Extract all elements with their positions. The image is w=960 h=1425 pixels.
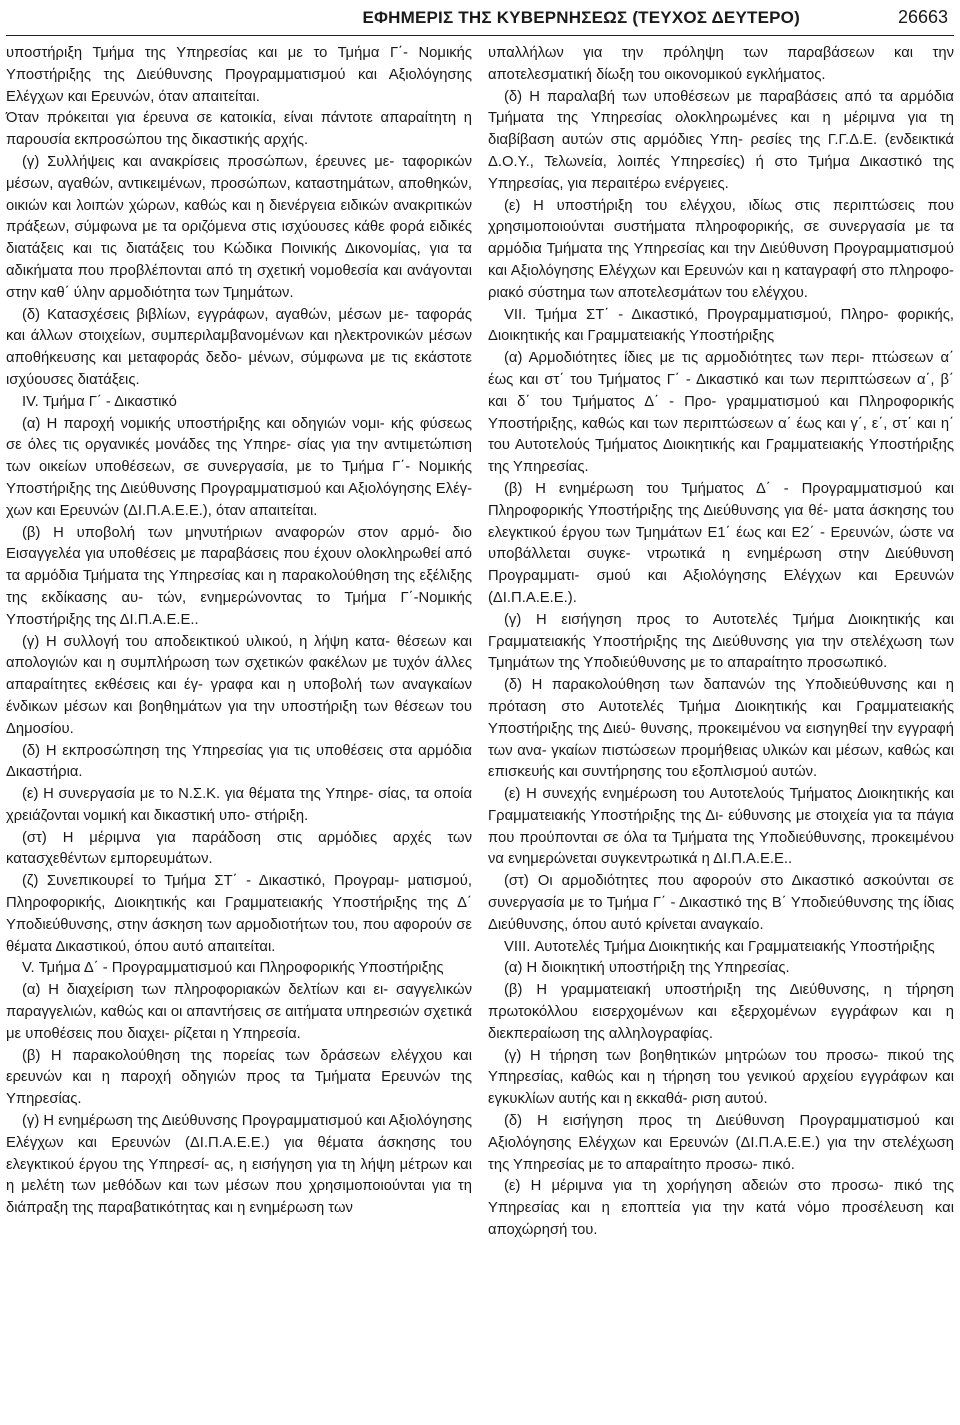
- right-column-paragraph: (ε) Η συνεχής ενημέρωση του Αυτοτελούς Τμήματος Διοικητικής και Γραμματειακής Υποστήριξης της Δι- εύθυνσης με στοιχεία για τα πάγια που προύπονται σε όλα τα Τμήματα της Υποδιεύθυνσης, προκειμένου να ενημερώνεται συγκεντρωτικά η ΔΙ.Π.Α.Ε.Ε..: [488, 786, 954, 868]
- left-column-paragraph: (α) Η παροχή νομικής υποστήριξης και οδηγιών νομι- κής φύσεως σε όλες τις οργανικές μονάδες της Υπηρε- σίας για την αντιμετώπιση των οικείων υποθέσεων, σε συνεργασία, με το Τμήμα Γ΄- Νομικής Υποστήριξης της Διεύθυνσης Προγραμματισμού και Αξιολόγησης Ελέγ- χων και Ερευνών (ΔΙ.Π.Α.Ε.Ε.), όταν απαιτείται.: [6, 415, 472, 519]
- right-column-paragraph: (στ) Οι αρμοδιότητες που αφορούν στο Δικαστικό ασκούνται σε συνεργασία με το Τμήμα Γ΄ - Δικαστικό της Β΄ Υποδιεύθυνσης της ίδιας Διεύθυνσης, όπου αυτό κρίνεται αναγκαίο.: [488, 873, 954, 933]
- text-columns: [6, 43, 954, 1242]
- left-column-paragraph: (στ) Η μέριμνα για παράδοση στις αρμόδιες αρχές των κατασχεθέντων εμπορευμάτων.: [6, 829, 472, 868]
- left-column-paragraph: (β) Η παρακολούθηση της πορείας των δράσεων ελέγχου και ερευνών και η παροχή οδηγιών προς τα Τμήματα Ερευνών της Υπηρεσίας.: [6, 1047, 472, 1108]
- page-number: 26663: [897, 7, 948, 27]
- left-column-paragraph: (ζ) Συνεπικουρεί το Τμήμα ΣΤ΄ - Δικαστικό, Προγραμ- ματισμού, Πληροφορικής, Διοικητικής και Γραμματειακής Υποστήριξης της Δ΄ Υποδιεύθυνσης, στην άσκηση των αρμοδιοτήτων του, που αφορούν σε θέματα Δικαστικού, όπου αυτό απαιτείται.: [6, 873, 472, 955]
- right-column-paragraph: (β) Η γραμματειακή υποστήριξη της Διεύθυνσης, η τήρηση πρωτοκόλλου εισερχομένων και εξερχομένων εγγράφων και η διεκπεραίωση της αλληλογραφίας.: [488, 982, 954, 1042]
- left-column-paragraph: (γ) Συλλήψεις και ανακρίσεις προσώπων, έρευνες με- ταφορικών μέσων, αγαθών, αντικειμένων, προσώπων, καταστημάτων, αποθηκών, οικιών και λοιπών χώρων, καθώς και η διενέργεια ειδικών ανακριτικών πράξεων, σύμφωνα με τα οριζόμενα στις ισχύουσες κάθε φορά ειδικές διατάξεις και τις διατάξεις του Κώδικα Ποινικής Δικονομίας, για τα αδικήματα που προβλέπονται από τη σχετική νομοθεσία και ανάγονται στην καθ΄ ύλην αρμοδιότητα των Τμημάτων.: [6, 153, 472, 301]
- page-header: [6, 0, 954, 36]
- left-column-paragraph: (ε) Η συνεργασία με το Ν.Σ.Κ. για θέματα της Υπηρε- σίας, τα οποία χρειάζονται νομική και δικαστική υπο- στήριξη.: [6, 786, 472, 824]
- right-column-paragraph: υπαλλήλων για την πρόληψη των παραβάσεων και την αποτελεσματική δίωξη του οικονομικού εγκλήματος.: [488, 45, 954, 83]
- right-column-paragraph: (α) Η διοικητική υποστήριξη της Υπηρεσίας.: [504, 960, 790, 977]
- right-column-paragraph: (β) Η ενημέρωση του Τμήματος Δ΄ - Προγραμματισμού και Πληροφορικής Υποστήριξης της Διεύθυνσης για θέ- ματα άσκησης του ελεγκτικού έργου των Τμημάτων Ε1΄ έως και Ε2΄ - Ερευνών, ώστε να υποβάλλεται συγκε- ντρωτικά η ενημέρωση στην Διεύθυνση Προγραμματι- σμού και Αξιολόγησης Ελέγχων και Ερευνών (ΔΙ.Π.Α.Ε.Ε.).: [488, 480, 954, 606]
- right-column-paragraph: VIII. Αυτοτελές Τμήμα Διοικητικής και Γραμματειακής Υποστήριξης: [504, 938, 935, 955]
- right-column-paragraph: (ε) Η μέριμνα για τη χορήγηση αδειών στο προσω- πικό της Υπηρεσίας και η εποπτεία για την κατά νόμο προσέλευση και αποχώρησή του.: [488, 1178, 954, 1239]
- left-column: [6, 43, 472, 1242]
- left-column-paragraph: (γ) Η ενημέρωση της Διεύθυνσης Προγραμματισμού και Αξιολόγησης Ελέγχων και Ερευνών (ΔΙ.Π.Α.Ε.Ε.) για θέματα άσκησης του ελεγκτικού έργου της Υπηρεσί- ας, η εισήγηση για τη λήψη μέτρων και η μελέτη των μεθόδων και των μέσων που χρησιμοποιούνται για τη διάπραξη της παραβατικότητας και η ενημέρωση των: [6, 1113, 472, 1217]
- left-column-paragraph: V. Τμήμα Δ΄ - Προγραμματισμού και Πληροφορικής Υποστήριξης: [22, 960, 444, 977]
- left-column-paragraph: (δ) Η εκπροσώπηση της Υπηρεσίας για τις υποθέσεις στα αρμόδια Δικαστήρια.: [6, 742, 472, 781]
- right-column-paragraph: (γ) Η εισήγηση προς το Αυτοτελές Τμήμα Διοικητικής και Γραμματειακής Υποστήριξης της Διεύθυνσης για την στελέχωση των Τμημάτων της Υποδιεύθυνσης με το απαραίτητο προσωπικό.: [488, 611, 954, 672]
- left-column-paragraph: (γ) Η συλλογή του αποδεικτικού υλικού, η λήψη κατα- θέσεων και απολογιών και η συμπλήρωση των σχετικών φακέλων με τυχόν άλλες απαραίτητες εκθέσεις και έγ- γραφα και η υποβολή των αναγκαίων ένδικων μέσων και βοηθημάτων για την υποστήριξη των θέσεων του Δημοσίου.: [6, 633, 472, 737]
- right-column-paragraph: (γ) Η τήρηση των βοηθητικών μητρώων του προσω- πικού της Υπηρεσίας, καθώς και η τήρηση του γενικού αρχείου εγγράφων και εγκυκλίων αυτής και η εκκαθά- ριση αυτού.: [488, 1047, 954, 1108]
- left-column-paragraph: (α) Η διαχείριση των πληροφοριακών δελτίων και ει- σαγγελικών παραγγελιών, καθώς και οι απαντήσεις σε αιτήματα υπηρεσιών σχετικά με υποθέσεις που διαχει- ρίζεται η Υπηρεσία.: [6, 982, 472, 1042]
- right-column-paragraph: (δ) Η παραλαβή των υποθέσεων με παραβάσεις από τα αρμόδια Τμήματα της Υπηρεσίας ολοκληρωμένες και η μέριμνα για τη διαβίβαση αυτών στις αρμόδιες Υπη- ρεσίες της Γ.Γ.Δ.Ε. (ενδεικτικά Δ.Ο.Υ., Τελωνεία, λοιπές Υπηρεσίες) ή στο Τμήμα Δικαστικό της Υπηρεσίας, για περαιτέρω ενέργειες.: [488, 88, 954, 192]
- left-column-paragraph: Όταν πρόκειται για έρευνα σε κατοικία, είναι πάντοτε απαραίτητη η παρουσία εκπροσώπου της δικαστικής αρχής.: [6, 110, 472, 149]
- left-column-paragraph: IV. Τμήμα Γ΄ - Δικαστικό: [22, 393, 177, 410]
- left-column-paragraph: υποστήριξη Τμήμα της Υπηρεσίας και με το Τμήμα Γ΄- Νομικής Υποστήριξης της Διεύθυνσης Προγραμματισμού και Αξιολόγησης Ελέγχων και Ερευνών, όταν απαιτείται.: [6, 45, 472, 105]
- right-column-paragraph: (α) Αρμοδιότητες ίδιες με τις αρμοδιότητες των περι- πτώσεων α΄ έως και στ΄ του Τμήματος Γ΄ - Δικαστικό και των περιπτώσεων α΄, β΄ και δ΄ του Τμήματος Δ΄ - Προ- γραμματισμού και Πληροφορικής Υποστήριξης, καθώς και των περιπτώσεων α΄ έως και γ΄, ε΄, στ΄ και η΄ του Αυτοτελούς Τμήματος Διοικητικής και Γραμματειακής Υποστήριξης της Υπηρεσίας.: [488, 350, 954, 476]
- right-column-paragraph: (δ) Η παρακολούθηση των δαπανών της Υποδιεύθυνσης και η πρόταση στο Αυτοτελές Τμήμα Διοικητικής και Γραμματειακής Υποστήριξης της Διεύ- θυνσης, προκειμένου να εισηγηθεί την εγγραφή των ανα- γκαίων πιστώσεων προμήθειας υλικών και μέσων, καθώς και επισκευής και συντήρησης του εξοπλισμού αυτών.: [488, 677, 954, 781]
- left-column-paragraph: (δ) Κατασχέσεις βιβλίων, εγγράφων, αγαθών, μέσων με- ταφοράς και άλλων στοιχείων, συμπεριλαμβανομένων και ηλεκτρονικών μέσων αποθήκευσης και μεταφοράς δεδο- μένων, σύμφωνα με τις εκάστοτε ισχύουσες διατάξεις.: [6, 306, 472, 388]
- right-column-paragraph: VII. Τμήμα ΣΤ΄ - Δικαστικό, Προγραμματισμού, Πληρο- φορικής, Διοικητικής και Γραμματειακής Υποστήριξης: [488, 306, 954, 345]
- right-column: [488, 43, 954, 1242]
- gazette-title: ΕΦΗΜΕΡΙΣ ΤΗΣ ΚΥΒΕΡΝΗΣΕΩΣ (ΤΕΥΧΟΣ ΔΕΥΤΕΡΟ): [362, 7, 800, 27]
- right-column-paragraph: (δ) Η εισήγηση προς τη Διεύθυνση Προγραμματισμού και Αξιολόγησης Ελέγχων και Ερευνών (ΔΙ.Π.Α.Ε.Ε.) για την στελέχωση της Υπηρεσίας με το απαραίτητο προσω- πικό.: [488, 1113, 954, 1173]
- left-column-paragraph: (β) Η υποβολή των μηνυτήριων αναφορών στον αρμό- διο Εισαγγελέα για υποθέσεις με παραβάσεις που έχουν ολοκληρωθεί από τα αρμόδια Τμήματα της Υπηρεσίας και η παρακολούθηση της εξέλιξης της εκδίκασης αυ- τών, ενημερώνοντας το Τμήμα Γ΄-Νομικής Υποστήριξης της ΔΙ.Π.Α.Ε.Ε..: [6, 524, 472, 628]
- right-column-paragraph: (ε) Η υποστήριξη του ελέγχου, ιδίως στις περιπτώσεις που χρησιμοποιούνται συστήματα πληροφορικής, σε συνεργασία με τα αρμόδια Τμήματα της Υπηρεσίας και την Διεύθυνση Προγραμματισμού και Αξιολόγησης Ελέγχων και Ερευνών και η καταγραφή στο πληροφο- ριακό σύστημα των αποτελεσμάτων του ελέγχου.: [488, 197, 954, 301]
